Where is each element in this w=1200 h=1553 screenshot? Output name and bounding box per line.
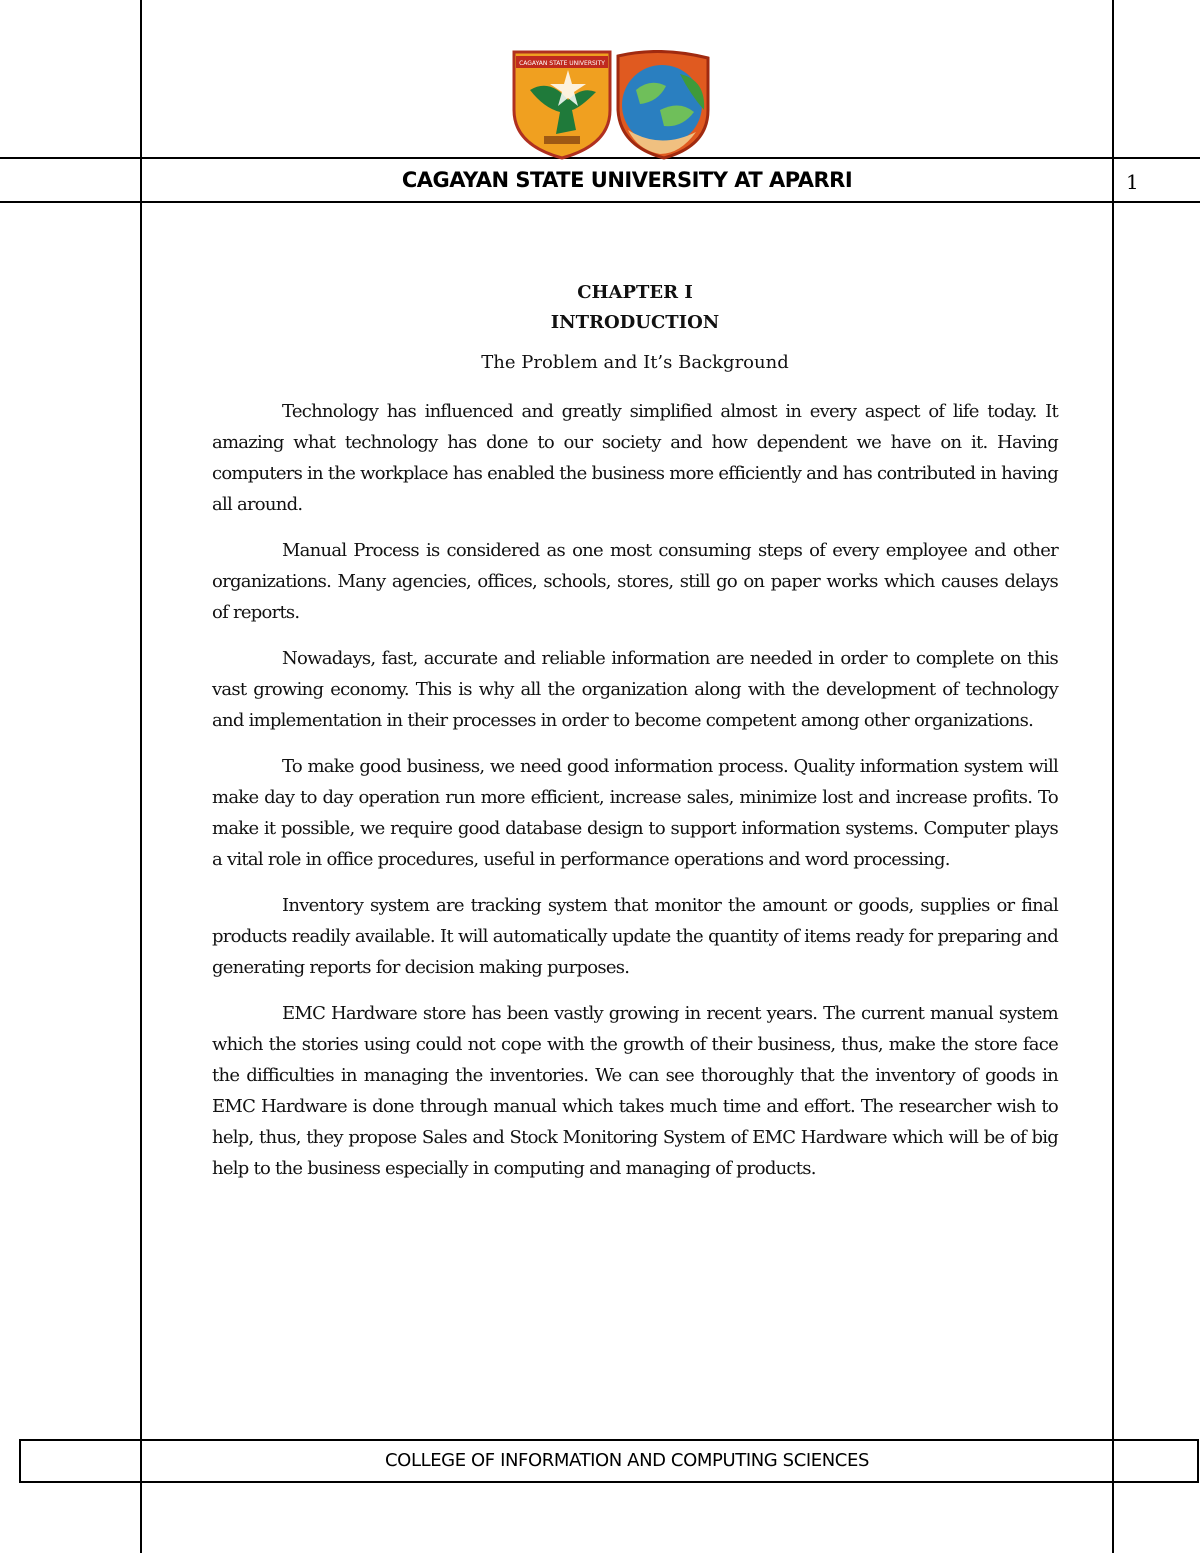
- page-number: 1: [1126, 170, 1139, 194]
- footer-text: COLLEGE OF INFORMATION AND COMPUTING SCIENCES: [385, 1450, 869, 1471]
- chapter-number: CHAPTER I: [577, 282, 693, 303]
- body-text: [212, 396, 1058, 1199]
- paragraph: Nowadays, fast, accurate and reliable information are needed in order to complete on this vast growing economy. This is why all the organization along with the development of technology and implementation in their processes in order to become competent among other organizations.: [212, 648, 1058, 731]
- paragraph: EMC Hardware store has been vastly growing in recent years. The current manual system which the stories using could not cope with the growth of their business, thus, make the store face the difficulties in managing the inventories. We can see thoroughly that the inventory of goods in EMC Hardware is done through manual which takes much time and effort. The researcher wish to help, thus, they propose Sales and Stock Monitoring System of EMC Hardware which will be of big help to the business especially in computing and managing of products.: [212, 1003, 1058, 1179]
- section-heading: The Problem and It’s Background: [481, 352, 789, 373]
- header-title: CAGAYAN STATE UNIVERSITY AT APARRI: [401, 168, 853, 192]
- right-margin-line: [1112, 0, 1114, 1553]
- left-margin-line: [140, 0, 142, 1553]
- paragraph: Technology has influenced and greatly simplified almost in every aspect of life today. It amazing what technology has done to our society and how dependent we have on it. Having computers in the workplace has enabled the business more efficiently and has contributed in having all around.: [212, 401, 1058, 515]
- header-bottom-line: [0, 201, 1200, 203]
- university-logos: [510, 50, 715, 160]
- chapter-heading: [212, 278, 1058, 338]
- csu-shield-text: CAGAYAN STATE UNIVERSITY: [519, 60, 605, 67]
- paragraph: To make good business, we need good information process. Quality information system will make day to day operation run more efficient, increase sales, minimize lost and increase profits. To make it possible, we require good database design to support information systems. Computer plays a vital role in office procedures, useful in performance operations and word processing.: [212, 756, 1058, 870]
- chapter-title: INTRODUCTION: [550, 312, 720, 333]
- paragraph: Inventory system are tracking system that monitor the amount or goods, supplies or final products readily available. It will automatically update the quantity of items ready for preparing and generating reports for decision making purposes.: [212, 895, 1058, 978]
- ccis-shield-logo: [618, 51, 708, 158]
- paragraph: Manual Process is considered as one most consuming steps of every employee and other organizations. Many agencies, offices, schools, stores, still go on paper works which causes delays of reports.: [212, 540, 1058, 623]
- csu-shield-logo: [514, 52, 610, 158]
